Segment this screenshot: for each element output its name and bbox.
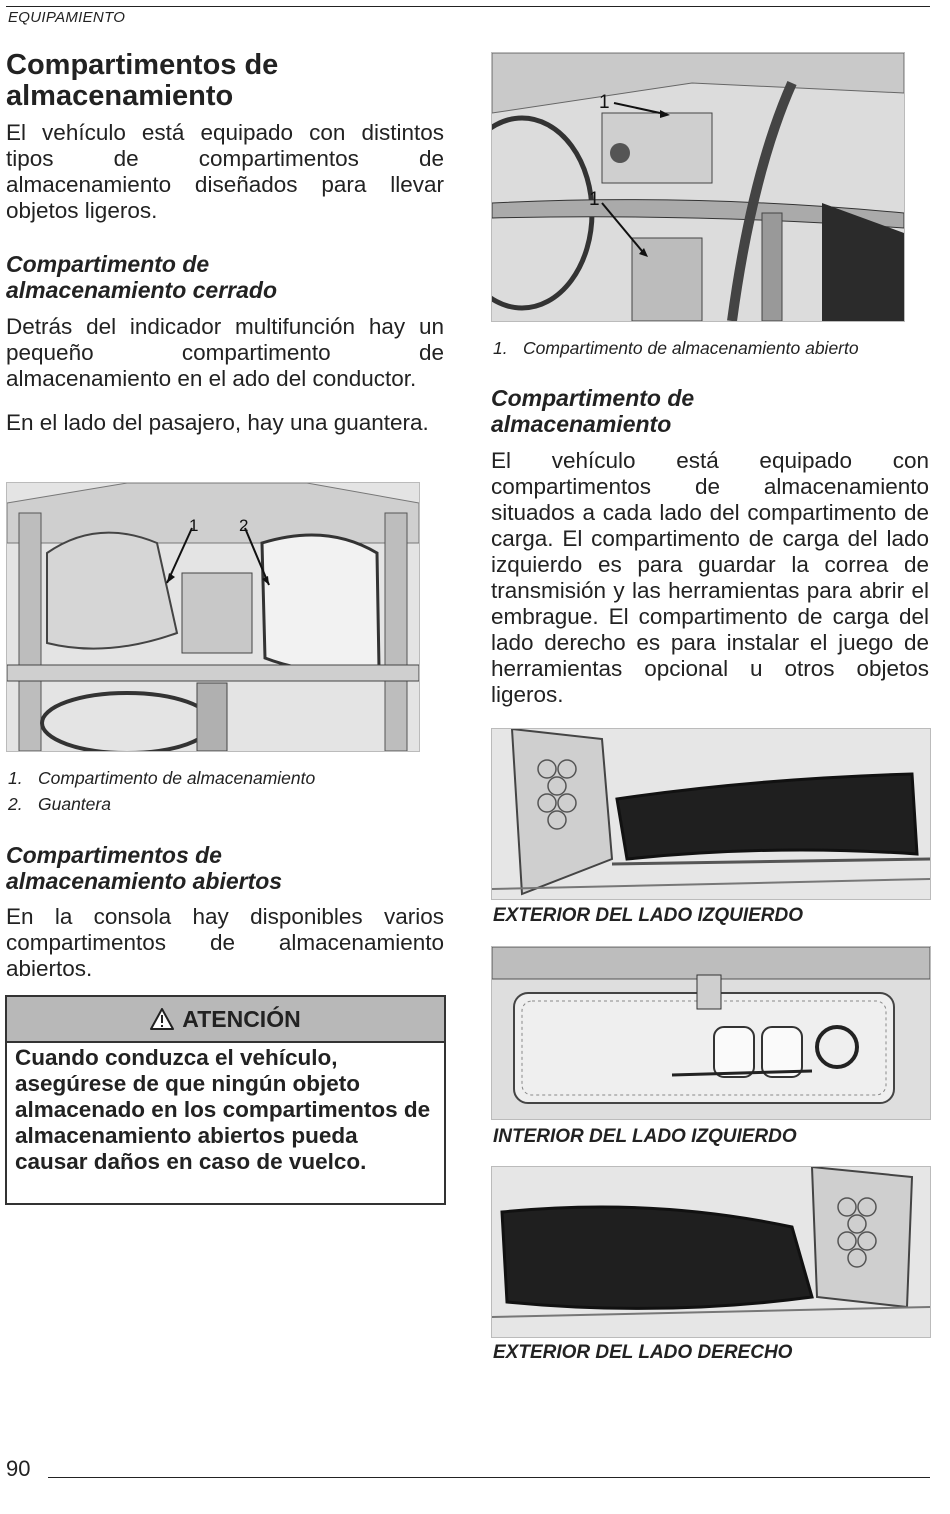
left-interior-label: INTERIOR DEL LADO IZQUIERDO <box>493 1126 797 1147</box>
left-exterior-figure <box>491 728 931 900</box>
intro-paragraph: El vehículo está equipado con distintos tipos de compartimentos de almacenamiento diseñados para llevar objetos ligeros. <box>6 120 444 223</box>
open-heading-line-1: Compartimentos de <box>6 842 222 868</box>
section-label: EQUIPAMIENTO <box>8 9 126 26</box>
cargo-storage-paragraph: El vehículo está equipado con compartimentos de almacenamiento situados a cada lado del compartimento de carga. El compartimento de carga del lado izquierdo es para guardar la correa de transmisión y las herramientas para abrir el embrague. El compartimento de carga del lado derecho es para instalar el juego de herramientas opcional u otros objetos ligeros. <box>491 448 929 707</box>
cargo-heading-line-2: almacenamiento <box>491 411 672 437</box>
open-heading-line-2: almacenamiento abiertos <box>6 868 283 894</box>
footer-rule <box>48 1477 930 1478</box>
warning-header <box>7 997 444 1043</box>
cargo-heading-line-1: Compartimento de <box>491 385 695 411</box>
closed-storage-heading <box>6 251 444 303</box>
dashboard-figure <box>6 482 420 752</box>
figure1-callout-1: 1 <box>189 516 199 535</box>
closed-heading-line-1: Compartimento de <box>6 251 210 277</box>
figure1-caption-1: 1. Compartimento de almacenamiento <box>8 768 316 788</box>
right-exterior-figure <box>491 1166 931 1338</box>
header-rule <box>6 6 930 7</box>
figure2-callout-1a: 1 <box>599 92 610 113</box>
closed-storage-paragraph-1: Detrás del indicador multifunción hay un pequeño compartimento de almacenamiento en el ado del conductor. <box>6 314 444 391</box>
open-storage-heading <box>6 842 444 894</box>
figure1-callout-2: 2 <box>239 516 249 535</box>
warning-title: ATENCIÓN <box>182 1005 301 1032</box>
figure2-callout-1b: 1 <box>589 189 600 210</box>
right-exterior-label: EXTERIOR DEL LADO DERECHO <box>493 1342 793 1363</box>
page-title-line-1: Compartimentos de <box>6 49 279 81</box>
page-number: 90 <box>6 1456 31 1481</box>
open-storage-paragraph: En la consola hay disponibles varios compartimentos de almacenamiento abiertos. <box>6 904 444 981</box>
console-figure <box>491 52 905 322</box>
figure2-caption: 1. Compartimento de almacenamiento abierto <box>493 338 859 358</box>
left-interior-figure <box>491 946 931 1120</box>
figure1-captions <box>8 765 446 817</box>
closed-heading-line-2: almacenamiento cerrado <box>6 277 278 303</box>
warning-box <box>5 995 446 1205</box>
figure1-caption-2: 2. Guantera <box>8 794 111 814</box>
closed-storage-paragraph-2: En el lado del pasajero, hay una guantera. <box>6 410 429 435</box>
left-exterior-label: EXTERIOR DEL LADO IZQUIERDO <box>493 905 804 926</box>
page-title <box>6 50 446 112</box>
warning-text: Cuando conduzca el vehículo, asegúrese de que ningún objeto almacenado en los compartimentos de almacenamiento abiertos pueda causar daños en caso de vuelco. <box>15 1045 431 1174</box>
cargo-storage-heading <box>491 385 931 437</box>
warning-triangle-icon <box>150 1008 174 1030</box>
page-title-line-2: almacenamiento <box>6 80 234 112</box>
